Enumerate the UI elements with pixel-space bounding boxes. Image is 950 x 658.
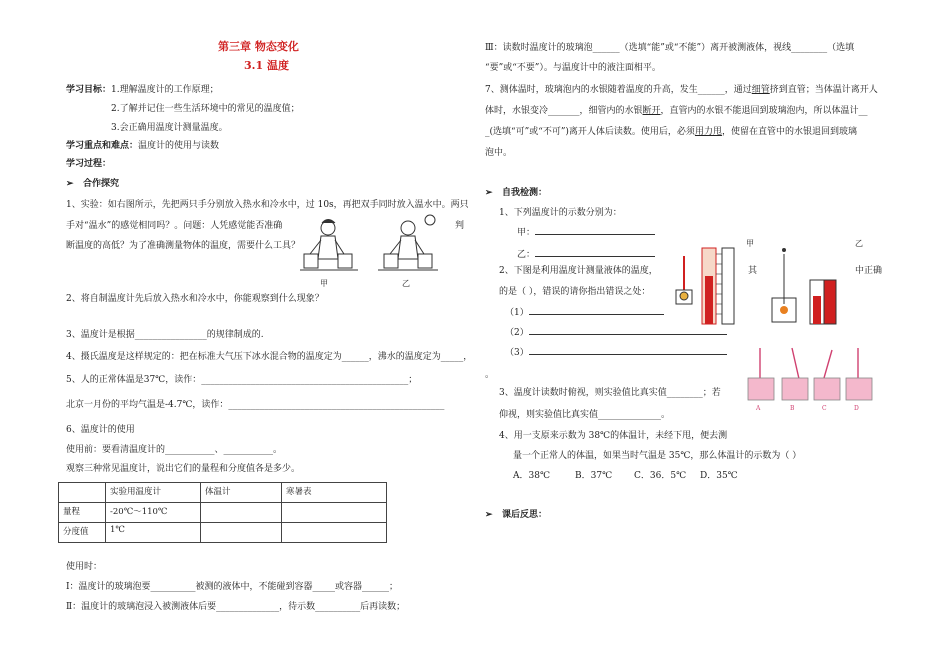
beaker-label-a: A — [756, 405, 761, 412]
process-label: 学习过程： — [66, 159, 112, 169]
u3-line1: Ⅲ：读数时温度计的玻璃泡______（选填“能”或“不能”）离开被测液体，视线________（选填 — [485, 43, 855, 53]
table-row: 量程 -20℃～110℃ — [59, 503, 387, 523]
q1-line2-end: 判 — [455, 221, 465, 231]
q2: 2、将自制温度计先后放入热水和冷水中，你能观察到什么现象？ — [66, 294, 324, 304]
q7-line3: _(选填“可”或“不可”)离开人体后读数。使用后，必须用力甩，使留在直管中的水银退回到玻璃 — [485, 127, 857, 137]
c4-line2: 量一个正常人的体温，如果当时气温是 35℃，那么体温计的示数为（ ） — [513, 451, 802, 461]
table-row: 分度值 1℃ — [59, 523, 387, 543]
beakers-figure — [744, 346, 884, 412]
thermometer-table — [58, 482, 387, 543]
use-label: 使用时： — [66, 562, 103, 572]
beaker-label-b: B — [790, 405, 795, 412]
q5: 5、人的正常体温是37℃，读作：______________________________________________； — [66, 375, 418, 385]
q4: 4、摄氏温度是这样规定的：把在标准大气压下冰水混合物的温度定为______，沸水的温度定为_____， — [66, 352, 473, 362]
c4-option-d: D．35℃ — [700, 471, 738, 481]
c1: 1、下列温度计的示数分别为： — [499, 208, 622, 218]
check-heading: ➢ 自我检测： — [485, 188, 547, 198]
c2-line1-c: 中正确 — [855, 266, 883, 276]
c4-option-b: B．37℃ — [575, 471, 613, 481]
q5b: 北京一月份的平均气温是-4.7℃，读作：________________________________________________ — [66, 400, 445, 410]
section-title: 3.1 温度 — [244, 59, 289, 72]
u3-line2: “要”或“不要”）。与温度计中的液注面相平。 — [485, 63, 661, 73]
beaker-label-d: D — [854, 405, 859, 412]
goals: 学习目标：1.理解温度计的工作原理； — [66, 85, 219, 95]
q7-line4: 泡中。 — [485, 148, 513, 158]
c2-line2: 的是（ ），错误的请你指出错误之处： — [499, 287, 651, 297]
thermometer-reading-figure — [674, 240, 850, 326]
c4-option-c: C．36．5℃ — [634, 471, 687, 481]
use-2: Ⅱ：温度计的玻璃泡浸入被测液体后要______________，待示数__________后再读数； — [66, 602, 406, 612]
fig2-label-yi: 乙 — [855, 239, 863, 248]
c4-line1: 4、用一支原来示数为 38℃的体温计，未经下甩，便去测 — [499, 431, 728, 441]
focus: 学习重点和难点：温度计的使用与读数 — [66, 141, 220, 151]
c2-opt2: （2） — [505, 328, 727, 339]
q1-line3: 断温度的高低？为了准确测量物体的温度，需要什么工具？ — [66, 241, 301, 251]
q6-observe: 观察三种常见温度计，说出它们的量程和分度值各是多少。 — [66, 464, 301, 474]
q3: 3、温度计是根据________________的规律制成的. — [66, 330, 264, 340]
reflect-heading: ➢ 课后反思： — [485, 510, 547, 520]
explore-heading: ➢ 合作探究 — [66, 179, 119, 189]
q1-line2: 手对“温水”的感觉相同吗？。问题：人凭感觉能否准确 — [66, 221, 283, 231]
c3-line1: 3、温度计读数时俯视，则实验值比真实值________；若 — [499, 388, 721, 398]
beaker-label-c: C — [822, 405, 827, 412]
c2-end: 。 — [485, 370, 495, 380]
c2-opt1: （1） — [505, 308, 664, 319]
c4-option-a: A．38℃ — [513, 471, 551, 481]
fig-label-jia: 甲 — [320, 279, 328, 288]
chapter-title: 第三章 物态变化 — [218, 40, 299, 53]
q6: 6、温度计的使用 — [66, 425, 135, 435]
c3-line2: 仰视，则实验值比真实值______________。 — [499, 410, 671, 420]
c2-line1-b: 其 — [748, 266, 758, 276]
c2-line1: 2、下图是利用温度计测量液体的温度， — [499, 266, 658, 276]
q6-before: 使用前：要看清温度计的___________、___________。 — [66, 445, 283, 455]
arrow-bullet-icon: ➢ — [66, 179, 74, 189]
arrow-bullet-icon: ➢ — [485, 510, 493, 520]
q7-line2: 体时，水银变冷_______，细管内的水银断开，直管内的水银不能退回到玻璃泡内，所以体温计__ — [485, 106, 868, 116]
use-1: Ⅰ：温度计的玻璃泡要__________被测的液体中，不能碰到容器_____或容器______； — [66, 582, 399, 592]
goal-3: 3.会正确用温度计测量温度。 — [111, 123, 228, 133]
fig2-label-jia: 甲 — [746, 239, 754, 248]
goal-2: 2.了解并记住一些生活环境中的常见的温度值； — [111, 104, 300, 114]
c2-opt3: （3） — [505, 348, 727, 359]
c1-yi: 乙： — [517, 250, 655, 261]
q7-line1: 7、测体温时，玻璃泡内的水银随着温度的升高，发生______，通过细管挤到直管；当体温计离开人 — [485, 85, 878, 95]
q1-line1: 1、实验：如右图所示，先把两只手分别放入热水和冷水中，过 10s，再把双手同时放入温水中。两只 — [66, 200, 469, 210]
arrow-bullet-icon: ➢ — [485, 188, 493, 198]
fig-label-yi: 乙 — [402, 279, 410, 288]
hand-experiment-figure — [298, 214, 448, 288]
table-header-row: 实验用温度计 体温计 寒暑表 — [59, 483, 387, 503]
c1-jia: 甲： — [517, 228, 655, 239]
